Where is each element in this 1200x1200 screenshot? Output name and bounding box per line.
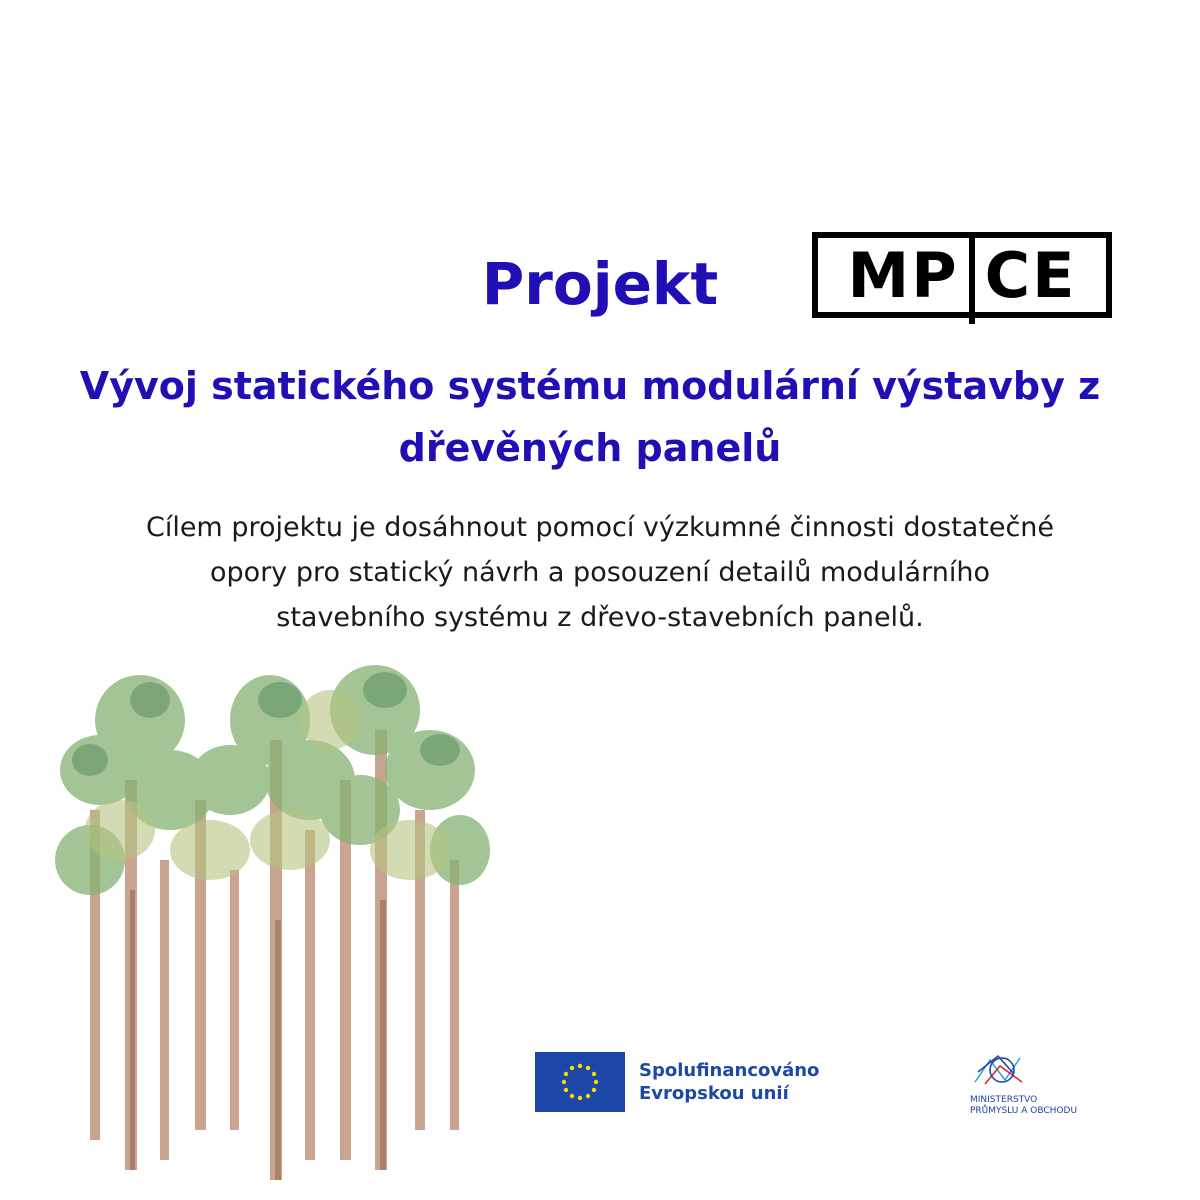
eu-flag-icon [535, 1052, 625, 1112]
logo-text-right: CE [984, 238, 1077, 312]
description-line: opory pro statický návrh a posouzení detailů modulárního [210, 557, 990, 588]
title-line: Vývoj statického systému modulární výstavby z [79, 364, 1101, 408]
mpo-logo [970, 1052, 1110, 1117]
description-line: stavebního systému z dřevo-stavebních panelů. [276, 602, 924, 633]
mpce-logo [812, 232, 1112, 318]
project-heading: Projekt [481, 250, 719, 318]
logo-divider [969, 238, 975, 324]
eu-text [639, 1059, 819, 1105]
project-title [20, 355, 1160, 479]
mpo-text [970, 1095, 1110, 1117]
mpo-logo-icon [970, 1052, 1030, 1088]
mpo-text-line: PRŮMYSLU A OBCHODU [970, 1106, 1078, 1116]
eu-text-line: Spolufinancováno [639, 1060, 820, 1081]
eu-text-line: Evropskou unií [639, 1083, 789, 1104]
project-description [40, 505, 1160, 640]
description-line: Cílem projektu je dosáhnout pomocí výzkumné činnosti dostatečné [145, 512, 1055, 543]
title-line: dřevěných panelů [398, 426, 782, 470]
logo-text-left: MP [847, 238, 959, 312]
mpo-text-line: MINISTERSTVO [970, 1095, 1038, 1105]
forest-illustration [30, 660, 500, 1190]
eu-cofinancing-logo [535, 1052, 819, 1112]
